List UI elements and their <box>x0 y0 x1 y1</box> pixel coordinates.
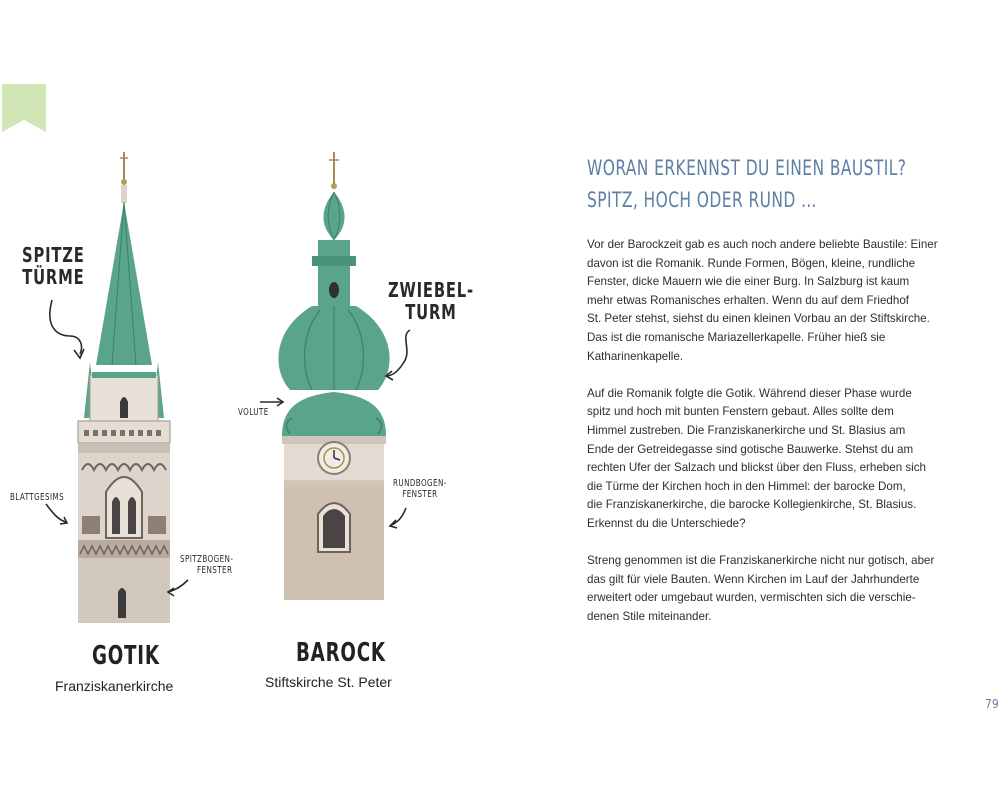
annotation-spitzbogen-line2: FENSTER <box>196 565 233 576</box>
heading-line-1: WORAN ERKENNST DU EINEN BAUSTIL? <box>587 156 907 180</box>
annotation-turm-line2: TURM <box>405 300 457 324</box>
paragraph-2 <box>587 385 979 534</box>
paragraph-line: denen Stile miteinander. <box>587 609 712 623</box>
paragraph-3 <box>587 552 979 626</box>
gothic-tower-drawing <box>78 152 170 623</box>
paragraph-line: mehr etwas Romanisches erhalten. Wenn du auf dem Friedhof <box>587 293 909 307</box>
paragraph-line: Vor der Barockzeit gab es auch noch andere beliebte Baustile: Einer <box>587 238 938 251</box>
paragraph-line: die Franziskanerkirche, die barocke Kollegienkirche, St. Blasius. <box>587 498 917 512</box>
paragraph-line: die Türme der Kirchen hoch in den Himmel: der barocke Dom, <box>587 479 906 493</box>
church-label-franziskanerkirche: Franziskanerkirche <box>55 678 174 694</box>
paragraph-line: Erkennst du die Unterschiede? <box>587 516 746 530</box>
body-text <box>587 236 979 645</box>
paragraph-line: Ende der Getreidegasse sind gotische Bauwerke. Stehst du am <box>587 442 914 456</box>
page-number: 79 <box>985 697 999 711</box>
paragraph-line: Das ist die romanische Mariazellerkapelle. Früher hieß sie <box>587 330 886 344</box>
paragraph-line: Auf die Romanik folgte die Gotik. Während dieser Phase wurde <box>587 386 912 400</box>
annotation-spitze-line1: SPITZE <box>22 243 85 267</box>
paragraph-line: Katharinenkapelle. <box>587 349 684 363</box>
style-label-gotik: GOTIK <box>92 641 160 671</box>
church-label-stiftskirche: Stiftskirche St. Peter <box>265 674 392 690</box>
church-towers-illustration <box>0 140 480 700</box>
annotation-spitze-tuerme <box>22 244 85 288</box>
heading-line-2: SPITZ, HOCH ODER RUND … <box>587 188 817 212</box>
paragraph-line: erweitert oder umgebaut wurden, vermischten sich die verschie- <box>587 591 916 605</box>
annotation-rundbogenfenster <box>393 478 447 500</box>
annotation-zwiebelturm <box>388 279 474 323</box>
paragraph-line: Fenster, dicke Mauern wie die einer Burg. In Salzburg ist kaum <box>587 275 910 289</box>
page-heading <box>587 152 915 216</box>
annotation-tuerme-line2: TÜRME <box>22 265 85 289</box>
annotation-rundbogen-line2: FENSTER <box>402 489 438 500</box>
paragraph-1 <box>587 236 979 366</box>
paragraph-line: St. Peter stehst, siehst du einen kleinen Vorbau an der Stiftskirche. <box>587 312 930 326</box>
annotation-volute: VOLUTE <box>238 407 269 418</box>
annotation-blattgesims: BLATTGESIMS <box>10 492 65 503</box>
paragraph-line: davon ist die Romanik. Runde Formen, Bögen, kleine, rundliche <box>587 256 916 270</box>
paragraph-line: Streng genommen ist die Franziskanerkirche nicht nur gotisch, aber <box>587 554 935 568</box>
style-label-barock: BAROCK <box>296 638 386 668</box>
annotation-zwiebel-line1: ZWIEBEL- <box>388 278 474 302</box>
bookmark-ribbon <box>2 84 46 132</box>
annotation-spitzbogenfenster <box>180 554 233 576</box>
annotation-rundbogen-line1: RUNDBOGEN- <box>393 478 447 489</box>
paragraph-line: das gilt für viele Bauten. Wenn Kirchen im Lauf der Jahrhunderte <box>587 572 920 586</box>
paragraph-line: rechten Ufer der Salzach und blickst über den Fluss, erheben sich <box>587 461 926 475</box>
paragraph-line: spitz und hoch mit bunten Fenstern gebaut. Alles sollte dem <box>587 405 894 419</box>
paragraph-line: Himmel zustreben. Die Franziskanerkirche und St. Blasius am <box>587 423 906 437</box>
annotation-spitzbogen-line1: SPITZBOGEN- <box>180 554 234 565</box>
baroque-tower-drawing <box>278 152 389 600</box>
